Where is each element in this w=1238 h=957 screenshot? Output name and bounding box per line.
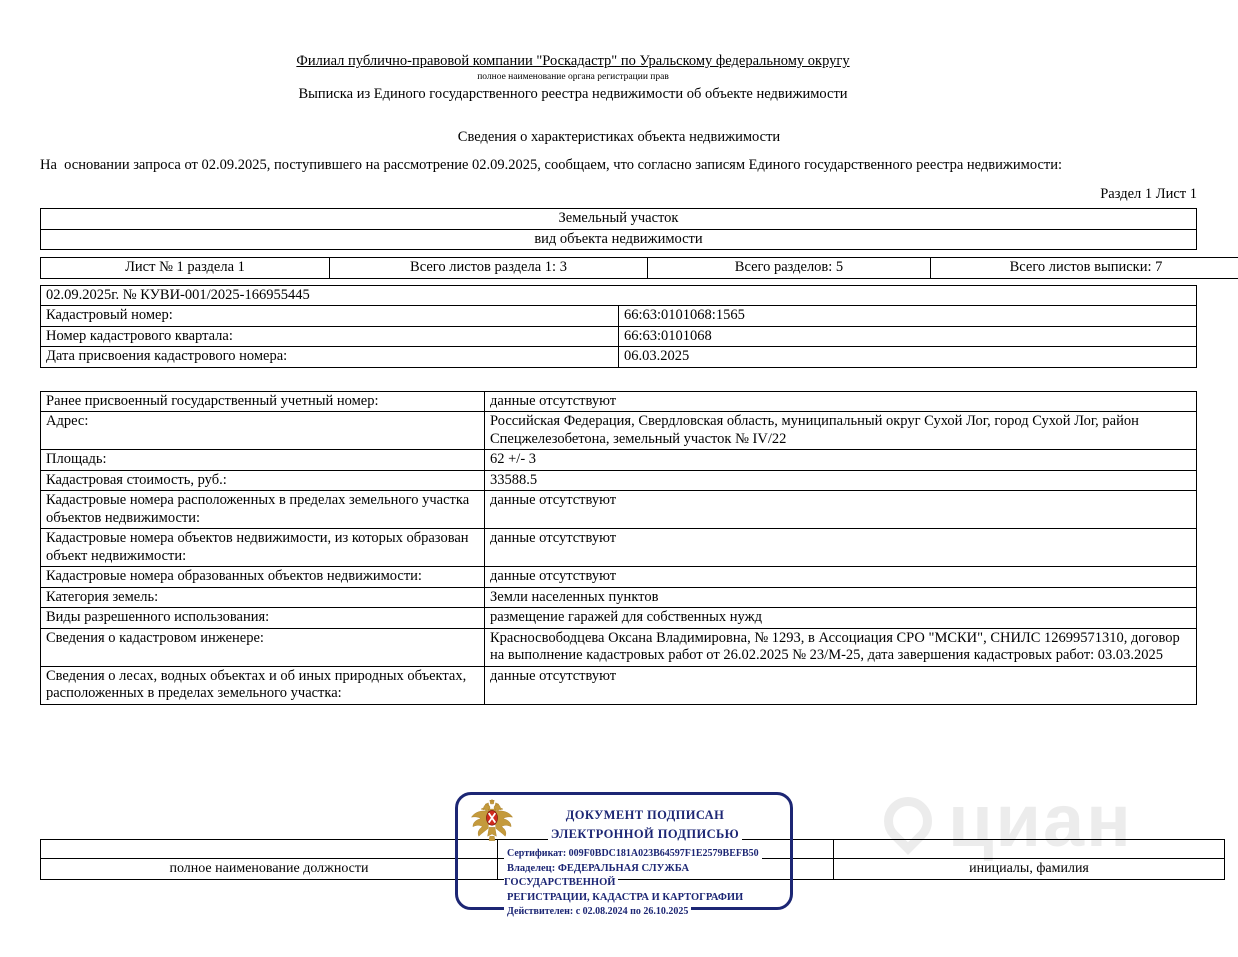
field-label: Дата присвоения кадастрового номера: bbox=[41, 347, 619, 368]
object-type-table bbox=[40, 208, 1197, 250]
certificate-number: Сертификат: 009F0BDC181A023B64597F1E2579BEFB50 bbox=[504, 848, 762, 859]
owner-line-1: Владелец: ФЕДЕРАЛЬНАЯ СЛУЖБА ГОСУДАРСТВЕННОЙ bbox=[504, 862, 690, 888]
section-title: Сведения о характеристиках объекта недвижимости bbox=[457, 129, 781, 145]
signature-name-cell bbox=[834, 840, 1225, 859]
table-row bbox=[41, 391, 1197, 412]
table-row bbox=[41, 347, 1197, 368]
field-label: Площадь: bbox=[41, 450, 485, 471]
field-value: 62 +/- 3 bbox=[485, 450, 1197, 471]
field-label: Адрес: bbox=[41, 412, 485, 450]
field-value: Российская Федерация, Свердловская область, муниципальный округ Сухой Лог, город Сухой Лог, район Спецжелезобетона, земельный участок № IV/22 bbox=[485, 412, 1197, 450]
table-row bbox=[41, 587, 1197, 608]
stamp-heading bbox=[506, 808, 784, 842]
table-row bbox=[41, 306, 1197, 327]
table-row bbox=[41, 491, 1197, 529]
signature-position-cell bbox=[41, 840, 498, 859]
field-value: данные отсутствуют bbox=[485, 391, 1197, 412]
table-row bbox=[41, 529, 1197, 567]
rosreestr-eagle-icon bbox=[470, 799, 514, 847]
field-label: Виды разрешенного использования: bbox=[41, 608, 485, 629]
stamp-line1: ДОКУМЕНТ ПОДПИСАН bbox=[563, 808, 727, 822]
field-value: данные отсутствуют bbox=[485, 529, 1197, 567]
field-label: Кадастровая стоимость, руб.: bbox=[41, 470, 485, 491]
field-value: 06.03.2025 bbox=[619, 347, 1197, 368]
field-label: Кадастровые номера образованных объектов недвижимости: bbox=[41, 567, 485, 588]
field-label: Кадастровые номера объектов недвижимости, из которых образован объект недвижимости: bbox=[41, 529, 485, 567]
field-value: 33588.5 bbox=[485, 470, 1197, 491]
object-type-value: Земельный участок bbox=[41, 209, 1197, 230]
table-row bbox=[41, 209, 1197, 230]
sheets-info-table bbox=[40, 257, 1238, 279]
document-title: Выписка из Единого государственного реестра недвижимости об объекте недвижимости bbox=[298, 86, 848, 102]
digital-signature-stamp bbox=[455, 792, 793, 917]
field-label: Категория земель: bbox=[41, 587, 485, 608]
sheet-number-cell: Лист № 1 раздела 1 bbox=[41, 258, 330, 279]
registry-numbers-table bbox=[40, 285, 1197, 368]
position-caption: полное наименование должности bbox=[41, 859, 498, 880]
owner-line-2: РЕГИСТРАЦИИ, КАДАСТРА И КАРТОГРАФИИ bbox=[504, 892, 746, 903]
table-row bbox=[41, 285, 1197, 306]
name-caption: инициалы, фамилия bbox=[834, 859, 1225, 880]
sheets-total-cell: Всего листов выписки: 7 bbox=[931, 258, 1238, 279]
table-row bbox=[41, 628, 1197, 666]
table-row bbox=[41, 326, 1197, 347]
extract-date-number: 02.09.2025г. № КУВИ-001/2025-166955445 bbox=[41, 285, 1197, 306]
field-value: Красносвободцева Оксана Владимировна, № 1293, в Ассоциация СРО "МСКИ", СНИЛС 12699571310, договор на выполнение кадастровых работ от 26.02.2025 № 23/М-25, дата завершения кадастровых работ: 03.03.2025 bbox=[485, 628, 1197, 666]
table-row bbox=[41, 229, 1197, 250]
table-row bbox=[41, 470, 1197, 491]
field-value: данные отсутствуют bbox=[485, 666, 1197, 704]
field-label: Кадастровые номера расположенных в пределах земельного участка объектов недвижимости: bbox=[41, 491, 485, 529]
sheets-in-section-cell: Всего листов раздела 1: 3 bbox=[330, 258, 648, 279]
field-value: 66:63:0101068:1565 bbox=[619, 306, 1197, 327]
object-type-caption: вид объекта недвижимости bbox=[41, 229, 1197, 250]
validity-period: Действителен: с 02.08.2024 по 26.10.2025 bbox=[504, 906, 691, 917]
field-value: 66:63:0101068 bbox=[619, 326, 1197, 347]
field-label: Кадастровый номер: bbox=[41, 306, 619, 327]
field-label: Ранее присвоенный государственный учетный номер: bbox=[41, 391, 485, 412]
stamp-line2: ЭЛЕКТРОННОЙ ПОДПИСЬЮ bbox=[548, 827, 742, 841]
registering-authority-title: Филиал публично-правовой компании "Роскадастр" по Уральскому федеральному округу bbox=[296, 53, 850, 69]
object-details-table bbox=[40, 391, 1197, 705]
section-sheet-label: Раздел 1 Лист 1 bbox=[1100, 186, 1197, 202]
field-label: Сведения о лесах, водных объектах и об иных природных объектах, расположенных в пределах земельного участка: bbox=[41, 666, 485, 704]
field-value: данные отсутствуют bbox=[485, 567, 1197, 588]
table-row bbox=[41, 450, 1197, 471]
table-row bbox=[41, 608, 1197, 629]
table-row bbox=[41, 666, 1197, 704]
registering-authority-note: полное наименование органа регистрации прав bbox=[477, 72, 669, 82]
field-value: данные отсутствуют bbox=[485, 491, 1197, 529]
field-value: Земли населенных пунктов bbox=[485, 587, 1197, 608]
field-label: Сведения о кадастровом инженере: bbox=[41, 628, 485, 666]
table-row bbox=[41, 412, 1197, 450]
field-value: размещение гаражей для собственных нужд bbox=[485, 608, 1197, 629]
table-row bbox=[41, 567, 1197, 588]
document-header bbox=[0, 0, 1146, 103]
field-label: Номер кадастрового квартала: bbox=[41, 326, 619, 347]
watermark-text: циан bbox=[948, 779, 1133, 862]
table-row bbox=[41, 258, 1238, 279]
stamp-details bbox=[504, 847, 786, 920]
request-statement: На основании запроса от 02.09.2025, поступившего на рассмотрение 02.09.2025, сообщаем, что согласно записям Единого государственного реестра недвижимости: bbox=[40, 157, 1063, 173]
sections-total-cell: Всего разделов: 5 bbox=[648, 258, 931, 279]
